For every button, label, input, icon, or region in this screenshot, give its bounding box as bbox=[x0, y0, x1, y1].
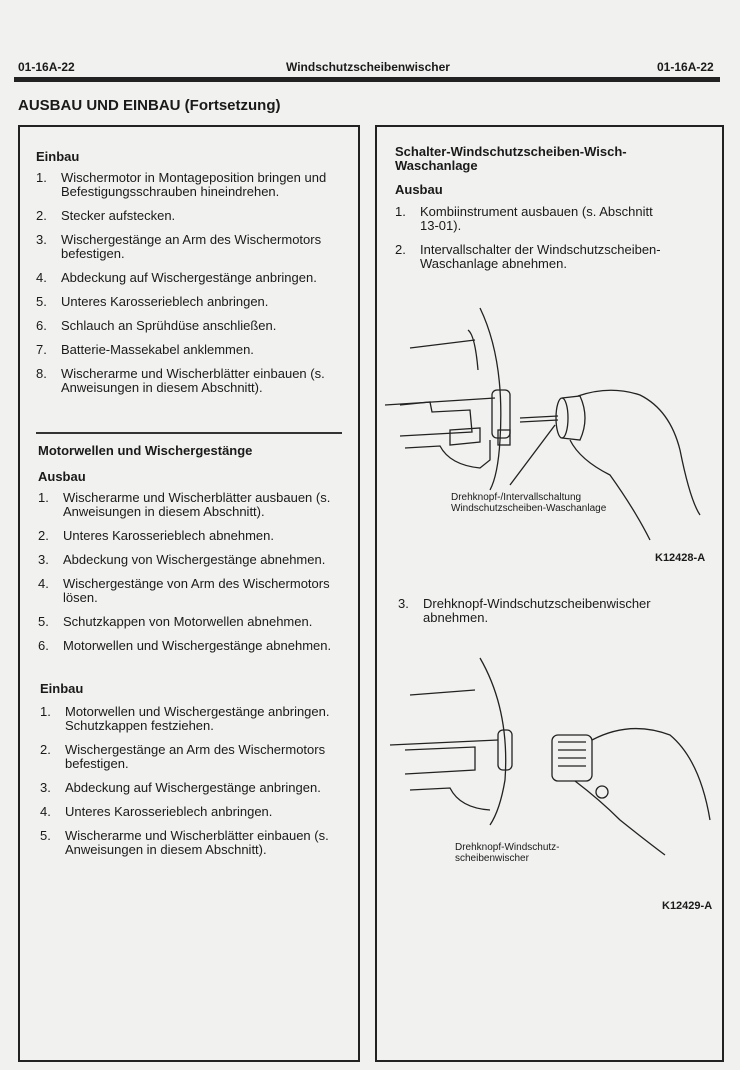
list-item: 2. Unteres Karosserieblech abnehmen. bbox=[38, 528, 275, 543]
list-item: 5. Schutzkappen von Motorwellen abnehmen. bbox=[38, 614, 313, 629]
list-item: 4. Wischergestänge von Arm des Wischermotors lösen. bbox=[38, 576, 330, 605]
list-item: 8. Wischerarme und Wischerblätter einbauen (s. Anweisungen in diesem Abschnitt). bbox=[36, 366, 325, 395]
illustration-wiper-knob bbox=[380, 650, 720, 870]
list-item: 6. Schlauch an Sprühdüse anschließen. bbox=[36, 318, 277, 333]
heading-schalter: Schalter-Windschutzscheiben-Wisch-Waschanlage bbox=[395, 144, 627, 173]
ausbau-steps bbox=[38, 491, 348, 663]
list-item: 1. Motorwellen und Wischergestänge anbringen. Schutzkappen festziehen. bbox=[40, 704, 330, 733]
list-item: 7. Batterie-Massekabel anklemmen. bbox=[36, 342, 254, 357]
heading-einbau: Einbau bbox=[36, 149, 80, 164]
list-item: 3. Wischergestänge an Arm des Wischermotors befestigen. bbox=[36, 232, 322, 261]
list-item: 3. Abdeckung auf Wischergestänge anbringen. bbox=[40, 780, 321, 795]
list-item: 2. Wischergestänge an Arm des Wischermotors befestigen. bbox=[40, 742, 326, 771]
einbau-steps-2 bbox=[40, 705, 350, 867]
heading-einbau-2: Einbau bbox=[40, 681, 84, 696]
list-item: 3. Drehknopf-Windschutzscheibenwischer abnehmen. bbox=[398, 596, 651, 625]
list-item: 5. Unteres Karosserieblech anbringen. bbox=[36, 294, 269, 309]
figure1-label: Drehknopf-/Intervallschaltung Windschutzscheiben-Waschanlage bbox=[451, 492, 607, 514]
step-3 bbox=[398, 597, 688, 625]
illustration-interval-switch bbox=[380, 300, 720, 560]
list-item: 4. Abdeckung auf Wischergestänge anbringen. bbox=[36, 270, 317, 285]
list-item: 5. Wischerarme und Wischerblätter einbauen (s. Anweisungen in diesem Abschnitt). bbox=[40, 828, 329, 857]
chapter-title: Windschutzscheibenwischer bbox=[286, 60, 450, 74]
divider bbox=[36, 432, 342, 434]
list-item: 2. Stecker aufstecken. bbox=[36, 208, 176, 223]
list-item: 1. Wischermotor in Montageposition bringen und Befestigungsschrauben hineindrehen. bbox=[36, 170, 327, 199]
heading-motorwellen: Motorwellen und Wischergestänge bbox=[38, 443, 253, 458]
section-title: AUSBAU UND EINBAU (Fortsetzung) bbox=[18, 97, 281, 114]
figure2-code: K12429-A bbox=[662, 900, 713, 912]
heading-ausbau-right: Ausbau bbox=[395, 182, 443, 197]
list-item: 6. Motorwellen und Wischergestänge abnehmen. bbox=[38, 638, 332, 653]
figure1-code: K12428-A bbox=[655, 552, 706, 564]
page-number-right: 01-16A-22 bbox=[657, 60, 714, 74]
list-item: 2. Intervallschalter der Windschutzscheiben-Waschanlage abnehmen. bbox=[395, 242, 661, 271]
schalter-steps bbox=[395, 205, 675, 281]
list-item: 1. Kombiinstrument ausbauen (s. Abschnitt 13-01). bbox=[395, 204, 653, 233]
page-number-left: 01-16A-22 bbox=[18, 60, 75, 74]
figure2-label: Drehknopf-Windschutz-scheibenwischer bbox=[455, 842, 560, 864]
list-item: 1. Wischerarme und Wischerblätter ausbauen (s. Anweisungen in diesem Abschnitt). bbox=[38, 490, 331, 519]
list-item: 3. Abdeckung von Wischergestänge abnehmen. bbox=[38, 552, 326, 567]
header-rule bbox=[14, 77, 720, 82]
list-item: 4. Unteres Karosserieblech anbringen. bbox=[40, 804, 273, 819]
heading-ausbau: Ausbau bbox=[38, 469, 86, 484]
einbau-steps bbox=[36, 171, 346, 405]
